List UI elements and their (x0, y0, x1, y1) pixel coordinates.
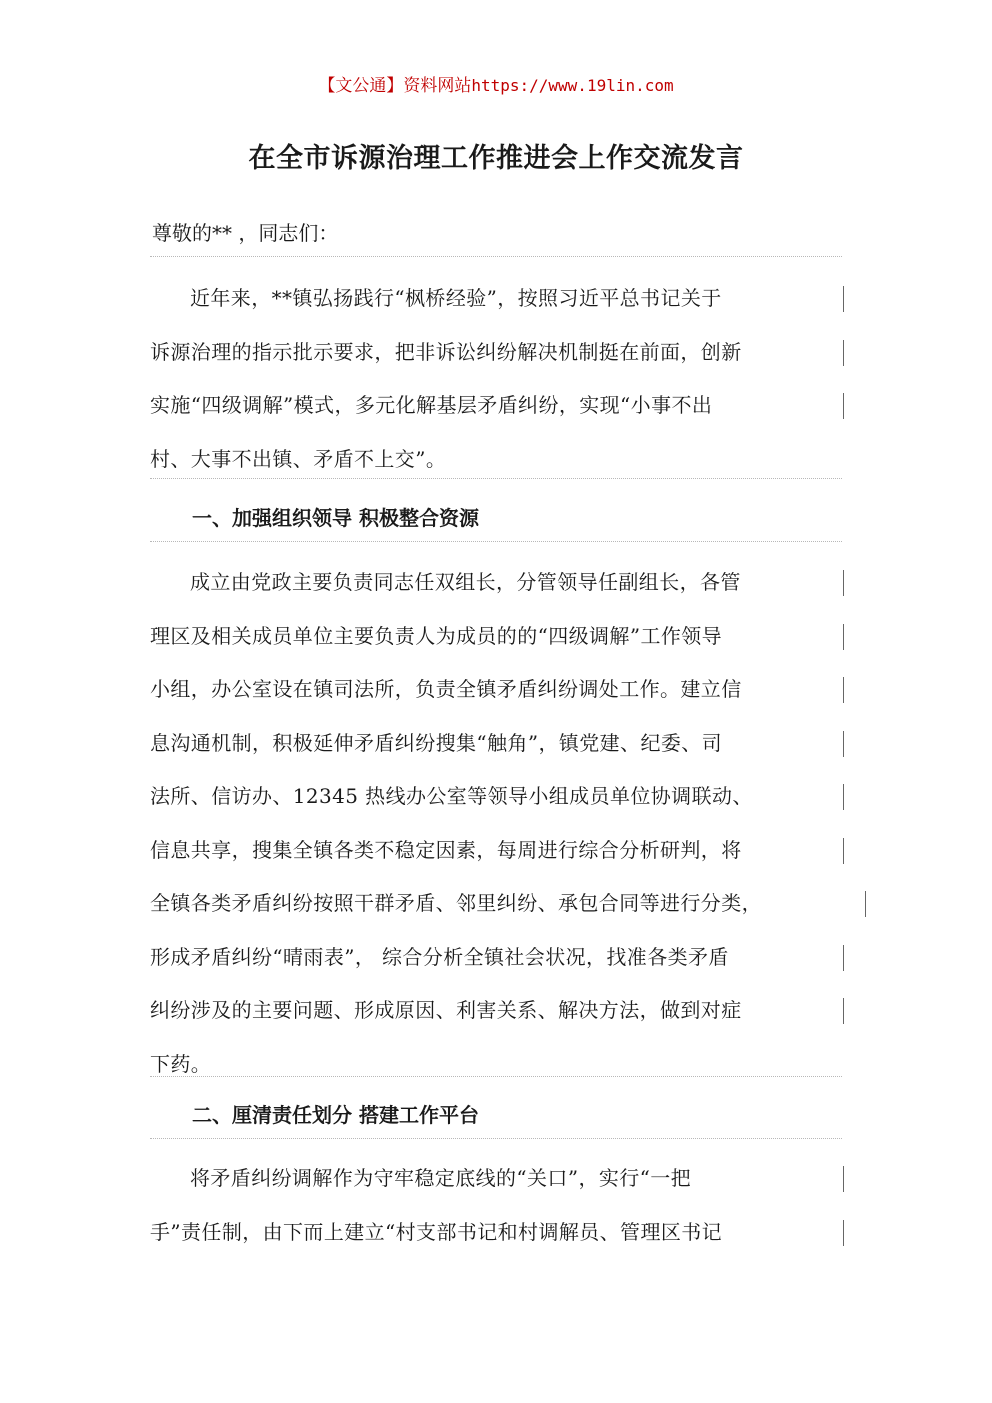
margin-marker (843, 1166, 844, 1192)
margin-marker (843, 945, 844, 971)
margin-marker (843, 838, 844, 864)
text-line: 成立由党政主要负责同志任双组长，分管领导任副组长，各管 (150, 556, 842, 610)
dotted-divider (150, 541, 842, 542)
margin-marker (843, 393, 844, 419)
margin-marker (843, 624, 844, 650)
section-heading-1: 一、加强组织领导 积极整合资源 (192, 506, 479, 530)
dotted-divider (150, 478, 842, 479)
dotted-divider (150, 256, 842, 257)
text-line: 全镇各类矛盾纠纷按照干群矛盾、邻里纠纷、承包合同等进行分类， (150, 877, 842, 931)
margin-marker (843, 677, 844, 703)
text-line: 诉源治理的指示批示要求，把非诉讼纠纷解决机制挺在前面，创新 (150, 326, 842, 380)
dotted-divider (150, 1138, 842, 1139)
section-heading-2: 二、厘清责任划分 搭建工作平台 (192, 1103, 479, 1127)
text-line: 近年来，**镇弘扬践行“枫桥经验”，按照习近平总书记关于 (150, 272, 842, 326)
text-line: 理区及相关成员单位主要负责人为成员的的“四级调解”工作领导 (150, 610, 842, 664)
intro-paragraph (150, 272, 842, 486)
margin-marker (865, 891, 866, 917)
margin-marker (843, 784, 844, 810)
text-line: 形成矛盾纠纷“晴雨表”， 综合分析全镇社会状况，找准各类矛盾 (150, 931, 842, 985)
site-brand: 【文公通】资料网站 (318, 76, 472, 96)
margin-marker (843, 731, 844, 757)
text-line: 将矛盾纠纷调解作为守牢稳定底线的“关口”，实行“一把 (150, 1152, 842, 1206)
dotted-divider (150, 1076, 842, 1077)
margin-marker (843, 1220, 844, 1246)
text-line: 纠纷涉及的主要问题、形成原因、利害关系、解决方法，做到对症 (150, 984, 842, 1038)
text-line: 村、大事不出镇、矛盾不上交”。 (150, 446, 447, 471)
document-title: 在全市诉源治理工作推进会上作交流发言 (248, 143, 744, 174)
site-header (0, 74, 992, 98)
text-line: 小组，办公室设在镇司法所，负责全镇矛盾纠纷调处工作。建立信 (150, 663, 842, 717)
text-line: 息沟通机制，积极延伸矛盾纠纷搜集“触角”，镇党建、纪委、司 (150, 717, 842, 771)
text-line: 实施“四级调解”模式，多元化解基层矛盾纠纷，实现“小事不出 (150, 379, 842, 433)
section2-paragraph (150, 1152, 842, 1259)
text-line: 下药。 (150, 1051, 212, 1076)
margin-marker (843, 286, 844, 312)
margin-marker (843, 998, 844, 1024)
text-line: 信息共享，搜集全镇各类不稳定因素，每周进行综合分析研判，将 (150, 824, 842, 878)
site-url[interactable]: https://www.19lin.com (471, 76, 674, 95)
text-line: 法所、信访办、12345 热线办公室等领导小组成员单位协调联动、 (150, 770, 842, 824)
margin-marker (843, 340, 844, 366)
text-line: 手”责任制，由下而上建立“村支部书记和村调解员、管理区书记 (150, 1206, 842, 1260)
salutation: 尊敬的** ，同志们： (152, 221, 339, 245)
section1-paragraph (150, 556, 842, 1091)
margin-marker (843, 570, 844, 596)
